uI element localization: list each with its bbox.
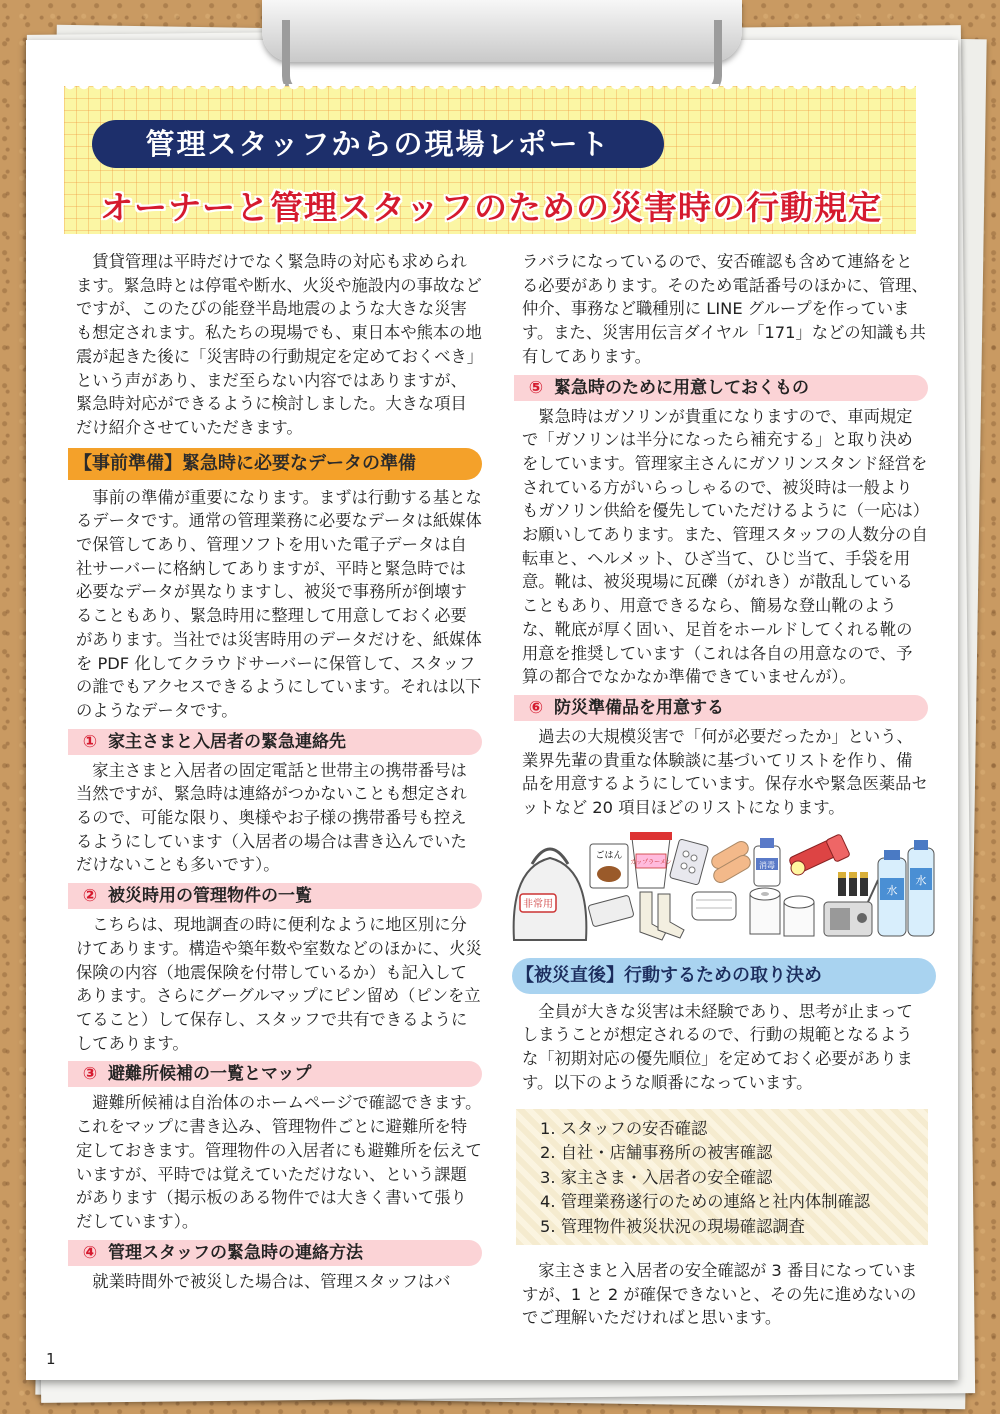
emergency-supplies-illustration (506, 828, 936, 948)
bandage-icon (709, 839, 753, 885)
item-5-number: ⑤ (528, 377, 544, 398)
item-3-body: 避難所候補は自治体のホームページで確認できます。これをマップに書き込み、管理物件ごとに避難所を特定しておきます。管理物件の入居者にも避難所を伝えていますが、平時では覚えていただけない、という課題があります（掲示板のある物件では大きく書いて張りだしています）。 (76, 1093, 482, 1231)
paper-roll-icon (784, 896, 814, 936)
backpack-label: 非常用 (523, 898, 553, 910)
water-bottle-icon-2 (908, 840, 934, 936)
item-4-title: 管理スタッフの緊急時の連絡方法 (108, 1242, 363, 1263)
item-6-heading (514, 695, 928, 721)
water-label-2: 水 (915, 873, 927, 887)
cup-noodle-icon (630, 832, 672, 888)
right-column (516, 250, 928, 1330)
prep-section-heading: 【事前準備】緊急時に必要なデータの準備 (68, 448, 482, 480)
after-disaster-heading: 【被災直後】行動するための取り決め (512, 958, 936, 994)
toilet-paper-icon (750, 888, 780, 934)
item-6-number: ⑥ (528, 697, 544, 718)
item-5-body: 緊急時はガソリンが貴重になりますので、車両規定で「ガソリンは半分になったら補充する」と取り決めをしています。管理家主さんにガソリンスタンド経営をされている方がいらっしゃるので、被災時は一般よりもガソリン供給を優先していただけるように（一応は）お願いしてあります。また、管理スタッフの人数分の自転車と、ヘルメット、ひざ当て、ひじ当て、手袋を用意。靴は、被災現場に瓦礫（がれき）が散乱していることもあり、用意できるなら、簡易な登山靴のような、靴底が厚く固い、足首をホールドしてくれる靴の用意を推奨しています（これは各自の用意なので、予算の都合でなかなか準備できていませんが）。 (522, 406, 928, 687)
item-5-heading (514, 375, 928, 401)
item-5-title: 緊急時のために用意しておくもの (554, 377, 809, 398)
face-mask-icon (692, 892, 736, 920)
report-kicker: 管理スタッフからの現場レポート (92, 120, 664, 168)
list-item: 5. 管理物件被災状況の現場確認調査 (540, 1216, 805, 1236)
item-1-heading (68, 729, 482, 755)
rice-pack-icon (590, 844, 628, 888)
left-column (76, 250, 482, 1293)
intro-paragraph: 賃貸管理は平時だけでなく緊急時の対応も求められます。緊急時とは停電や断水、火災や施設内の事故などですが、このたびの能登半島地震のような大きな災害も想定されます。私たちの現場でも、東日本や熊本の地震が起きた後に「災害時の行動規定を定めておくべき」という声があり、まだ至らない内容ではありますが、緊急時対応ができるように検討しました。大きな項目だけ紹介させていただきます。 (76, 252, 482, 437)
item-4-continued: ラバラになっているので、安否確認も含めて連絡をとる必要があります。そのため電話番号のほかに、管理、仲介、事務など職種別に LINE グループを作っています。また、災害用伝言ダイヤル「171」などの知識も共有してあります。 (522, 252, 928, 366)
list-item: 2. 自社・店舗事務所の被害確認 (540, 1143, 773, 1163)
medicine-blister-icon (669, 839, 708, 885)
list-item: 1. スタッフの安否確認 (540, 1118, 708, 1138)
item-2-body: こちらは、現地調査の時に便利なように地区別に分けてあります。構造や築年数や室数などのほかに、火災保険の内容（地震保険を付帯しているか）も記入してあります。さらにグーグルマップにピン留め（ピンを立てること）して保存し、スタッフで共有できるようにしてあります。 (76, 915, 482, 1053)
list-item: 3. 家主さま・入居者の安全確認 (540, 1167, 773, 1187)
item-6-title: 防災準備品を用意する (554, 697, 724, 718)
item-1-body: 家主さまと入居者の固定電話と世帯主の携帯番号は当然ですが、緊急時は連絡がつかないことも想定されるので、可能な限り、奥様やお子様の携帯番号も控えるようにしています（入居者の場合は書き込んでいただけないことも多いです）。 (76, 760, 467, 875)
rice-label: ごはん (595, 850, 623, 861)
item-2-title: 被災時用の管理物件の一覧 (108, 886, 312, 907)
item-1-title: 家主さまと入居者の緊急連絡先 (108, 731, 346, 752)
socks-icon (640, 892, 684, 940)
item-4-body: 就業時間外で被災した場合は、管理スタッフはバ (92, 1271, 451, 1291)
closing-paragraph: 家主さまと入居者の安全確認が 3 番目になっていますが、1 と 2 が確保できないと、その先に進めないのでご理解いただければと思います。 (522, 1261, 918, 1328)
batteries-icon (838, 872, 868, 896)
disinfectant-label: 消毒 (759, 860, 775, 870)
after-disaster-body: 全員が大きな災害は未経験であり、思考が止まってしまうことが想定されるので、行動の規範となるような「初期対応の優先順位」を定めておく必要があります。以下のような順番になっています。 (522, 1001, 913, 1092)
item-1-number: ① (82, 731, 98, 752)
supplies-svg (506, 828, 936, 948)
emergency-backpack-icon (514, 849, 587, 940)
item-3-title: 避難所候補の一覧とマップ (108, 1064, 312, 1085)
prep-paragraph: 事前の準備が重要になります。まずは行動する基となるデータです。通常の管理業務に必要なデータは紙媒体で保管してあり、管理ソフトを用いた電子データは自社サーバーに格納してありますが、平時と緊急時では必要なデータが異なりますし、被災で事務所が倒壊することもあり、緊急時用に整理して用意しておく必要があります。当社では災害時用のデータだけを、紙媒体を PDF 化してクラウドサーバーに保管して、スタッフの誰でもアクセスできるようにしています。それは以下のようなデータです。 (76, 487, 482, 720)
item-4-heading (68, 1240, 482, 1266)
item-2-number: ② (82, 886, 98, 907)
cup-noodle-label: カップラーメン (630, 858, 672, 866)
page-number: 1 (46, 1350, 56, 1368)
water-bottle-icon-1 (878, 850, 906, 936)
priority-list (516, 1109, 928, 1246)
item-3-number: ③ (82, 1064, 98, 1085)
banner-scallop-edge (64, 84, 916, 92)
battery-charger-icon (588, 895, 634, 927)
water-label-1: 水 (886, 883, 898, 897)
item-4-number: ④ (82, 1242, 98, 1263)
flashlight-icon (788, 834, 850, 875)
list-item: 4. 管理業務遂行のための連絡と社内体制確認 (540, 1192, 871, 1212)
disinfectant-bottle-icon (754, 838, 780, 886)
page-title: オーナーと管理スタッフのための災害時の行動規定 (100, 188, 882, 227)
item-6-body: 過去の大規模災害で「何が必要だったか」という、業界先輩の貴重な体験談に基づいてリストを作り、備品を用意するようにしています。保存水や緊急医薬品セットなど 20 項目ほどのリストになります。 (522, 726, 928, 818)
item-3-heading (68, 1061, 482, 1087)
item-2-heading (68, 883, 482, 909)
